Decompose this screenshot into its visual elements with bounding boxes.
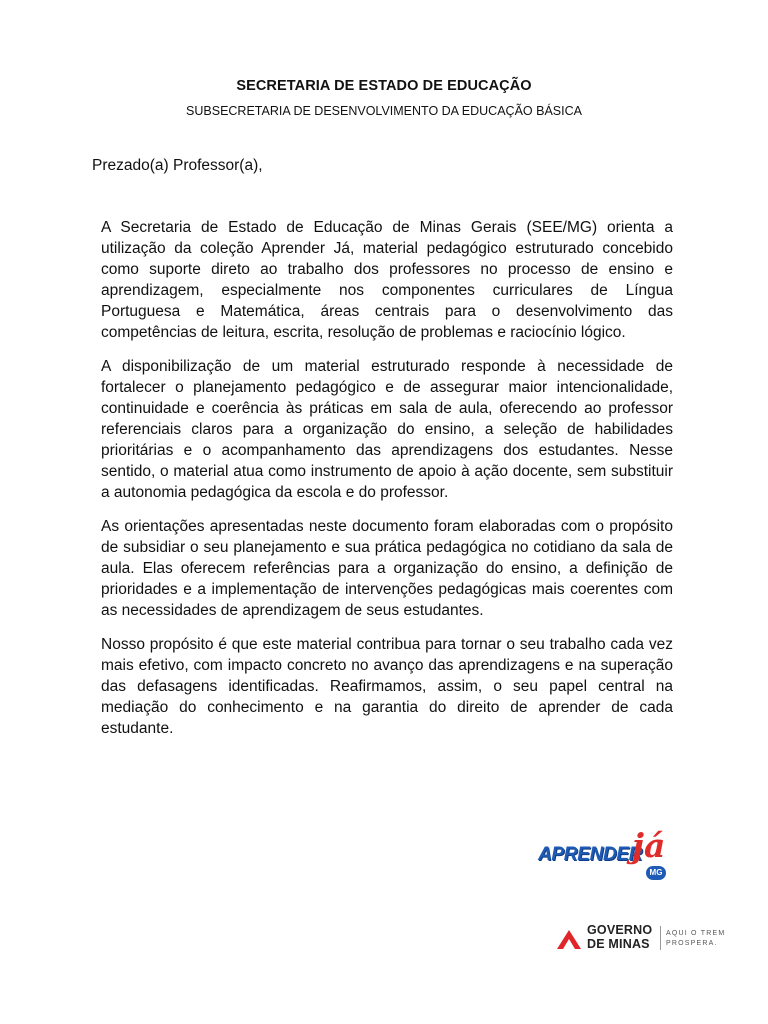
governo-mountain-icon [556,927,582,951]
letter-paragraph: A disponibilização de um material estruturado responde à necessidade de fortalecer o planejamento pedagógico e de assegurar maior intencionalidade, continuidade e coerência às práticas em sala de aula, oferecendo ao professor referenciais claros para a organização do ensino, a seleção de habilidades prioritárias e o acompanhamento das aprendizagens dos estudantes. Nesse sentido, o material atua como instrumento de apoio à ação docente, sem substituir a autonomia pedagógica da escola e do professor. [101,358,673,501]
page-subtitle: SUBSECRETARIA DE DESENVOLVIMENTO DA EDUCAÇÃO BÁSICA [186,104,582,118]
aprender-logo-badge: MG [646,866,666,880]
letter-paragraph: As orientações apresentadas neste documento foram elaboradas com o propósito de subsidiar o seu planejamento e sua prática pedagógica no cotidiano da sala de aula. Elas oferecem referências para a organização do ensino, a definição de prioridades e a implementação de intervenções pedagógicas mais coerentes com as necessidades de aprendizagem de seus estudantes. [101,518,673,619]
letter-paragraph: A Secretaria de Estado de Educação de Minas Gerais (SEE/MG) orienta a utilização da coleção Aprender Já, material pedagógico estruturado concebido como suporte direto ao trabalho dos professores no processo de ensino e aprendizagem, especialmente nos componentes curriculares de Língua Portuguesa e Matemática, áreas centrais para o desenvolvimento das competências de leitura, escrita, resolução de problemas e raciocínio lógico. [101,219,673,341]
governo-logo-tagline2: PROSPERA. [666,940,718,947]
aprender-logo-word: APRENDER [538,844,643,865]
governo-logo-line2: DE MINAS [587,937,650,951]
governo-logo-line1: GOVERNO [587,923,653,937]
aprender-logo-ja: já [632,826,666,865]
governo-logo-tagline1: AQUI O TREM [666,930,726,937]
page-title: SECRETARIA DE ESTADO DE EDUCAÇÃO [236,78,532,94]
letter-paragraph: Nosso propósito é que este material contribua para tornar o seu trabalho cada vez mais efetivo, com impacto concreto no avanço das aprendizagens e na superação das defasagens identificadas. Reafirmamos, assim, o seu papel central na mediação do conhecimento e na garantia do direito de aprender de cada estudante. [101,636,673,737]
letter-body [101,217,673,752]
letter-greeting: Prezado(a) Professor(a), [92,157,263,174]
aprender-ja-logo [538,826,672,888]
governo-logo-divider [660,926,661,950]
governo-de-minas-logo [556,923,726,953]
